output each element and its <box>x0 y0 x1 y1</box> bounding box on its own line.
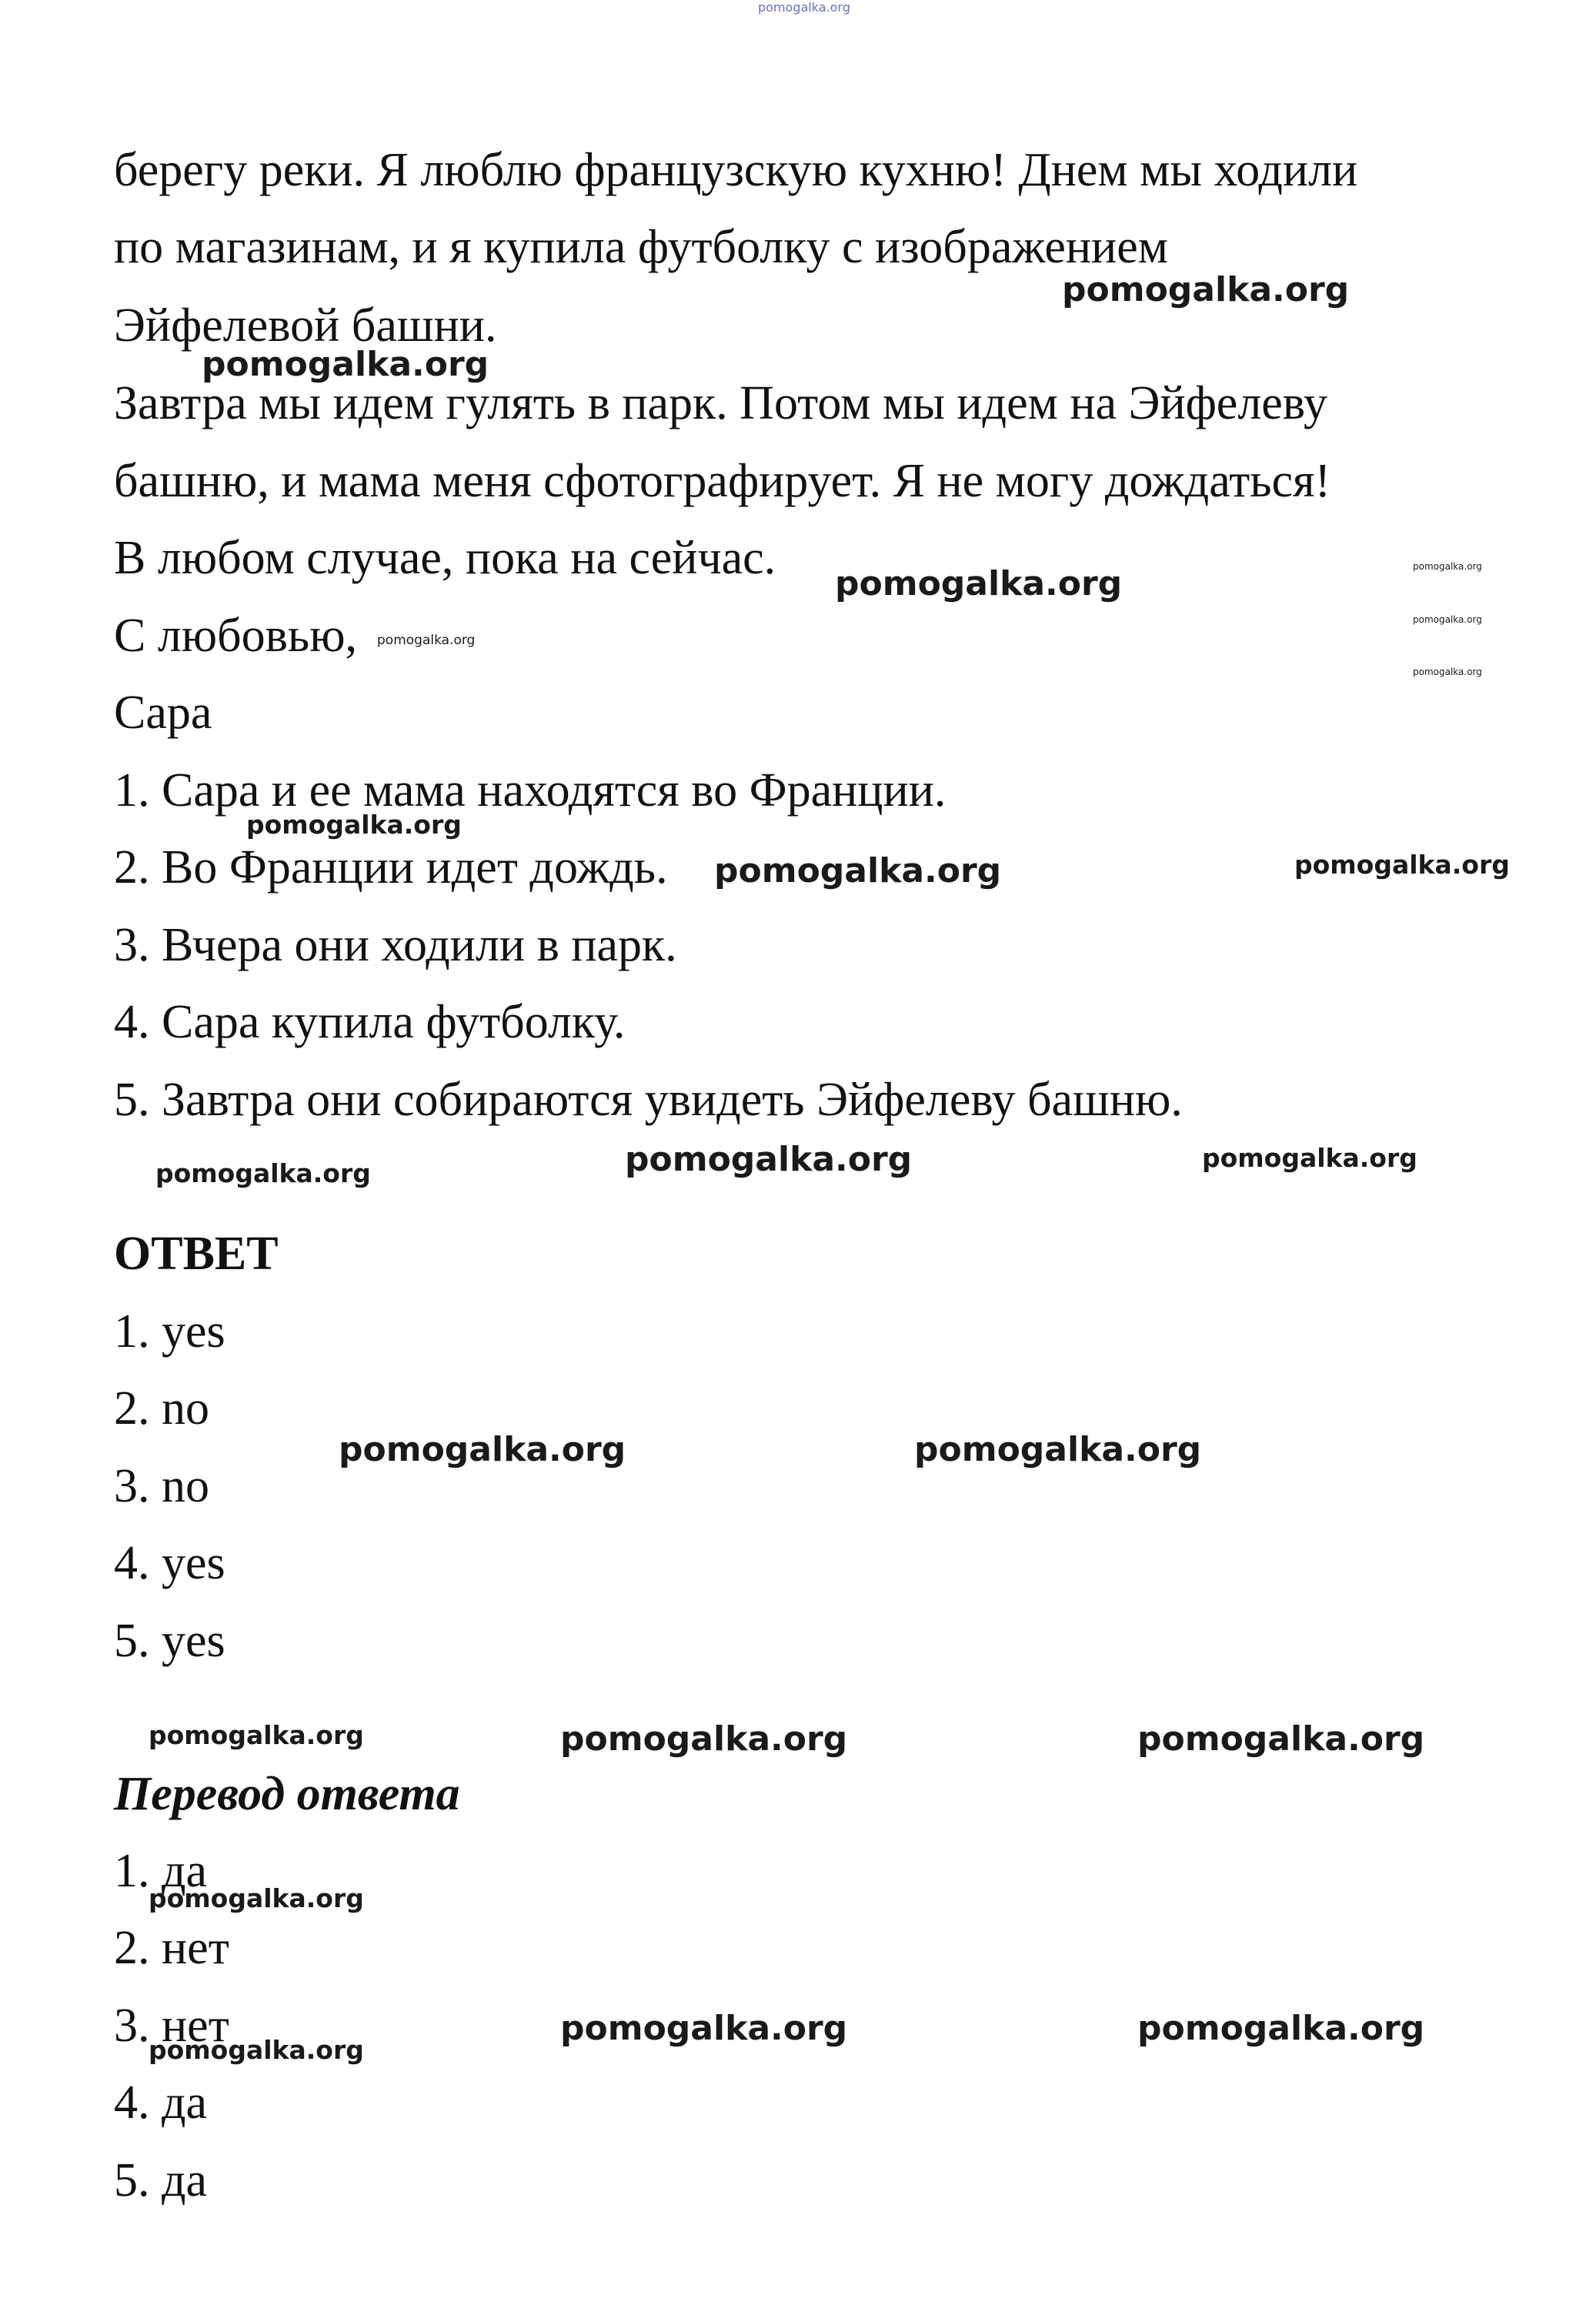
watermark-top: pomogalka.org <box>758 0 850 15</box>
translation-item: 1. да <box>114 1845 208 1897</box>
watermark: pomogalka.org <box>560 2009 848 2048</box>
letter-line: Завтра мы идем гулять в парк. Потом мы идем на Эйфелеву <box>114 377 1327 429</box>
statement-item: 2. Во Франции идет дождь. <box>114 841 668 894</box>
answer-item: 2. no <box>114 1382 209 1435</box>
letter-line: берегу реки. Я люблю французскую кухню! Днем мы ходили <box>114 144 1358 196</box>
watermark: pomogalka.org <box>835 564 1123 603</box>
watermark: pomogalka.org <box>155 1158 371 1188</box>
watermark: pomogalka.org <box>149 1720 364 1750</box>
watermark: pomogalka.org <box>1413 561 1482 572</box>
watermark: pomogalka.org <box>1137 2009 1425 2048</box>
watermark: pomogalka.org <box>339 1430 626 1469</box>
statement-item: 1. Сара и ее мама находятся во Франции. <box>114 764 947 817</box>
answer-item: 4. yes <box>114 1537 225 1589</box>
watermark: pomogalka.org <box>1062 270 1350 309</box>
watermark: pomogalka.org <box>1137 1719 1425 1759</box>
watermark: pomogalka.org <box>625 1140 913 1179</box>
translation-item: 5. да <box>114 2154 208 2207</box>
answer-heading: ОТВЕТ <box>114 1228 279 1280</box>
answer-item: 1. yes <box>114 1305 225 1358</box>
watermark: pomogalka.org <box>202 345 489 384</box>
watermark: pomogalka.org <box>149 1883 364 1913</box>
translation-item: 2. нет <box>114 1922 229 1974</box>
watermark: pomogalka.org <box>1413 667 1482 677</box>
letter-signature: Сара <box>114 687 212 739</box>
translation-item: 3. нет <box>114 2000 229 2052</box>
watermark: pomogalka.org <box>560 1719 848 1759</box>
watermark: pomogalka.org <box>377 633 476 648</box>
letter-signoff: С любовью, <box>114 610 358 662</box>
statement-item: 4. Сара купила футболку. <box>114 996 626 1048</box>
watermark: pomogalka.org <box>1294 850 1510 880</box>
translation-heading: Перевод ответа <box>114 1768 460 1820</box>
letter-line: по магазинам, и я купила футболку с изображением <box>114 221 1168 273</box>
letter-line: В любом случае, пока на сейчас. <box>114 532 776 584</box>
answer-item: 5. yes <box>114 1615 225 1667</box>
statement-item: 5. Завтра они собираются увидеть Эйфелеву башню. <box>114 1074 1183 1126</box>
letter-line: Эйфелевой башни. <box>114 299 497 352</box>
watermark: pomogalka.org <box>914 1430 1202 1469</box>
answer-item: 3. no <box>114 1460 209 1512</box>
watermark: pomogalka.org <box>714 851 1002 890</box>
letter-line: башню, и мама меня сфотографирует. Я не могу дождаться! <box>114 455 1331 507</box>
watermark: pomogalka.org <box>246 810 462 840</box>
statement-item: 3. Вчера они ходили в парк. <box>114 919 677 971</box>
watermark: pomogalka.org <box>1413 614 1482 625</box>
watermark: pomogalka.org <box>149 2035 364 2065</box>
watermark: pomogalka.org <box>1202 1143 1417 1173</box>
translation-item: 4. да <box>114 2076 208 2129</box>
